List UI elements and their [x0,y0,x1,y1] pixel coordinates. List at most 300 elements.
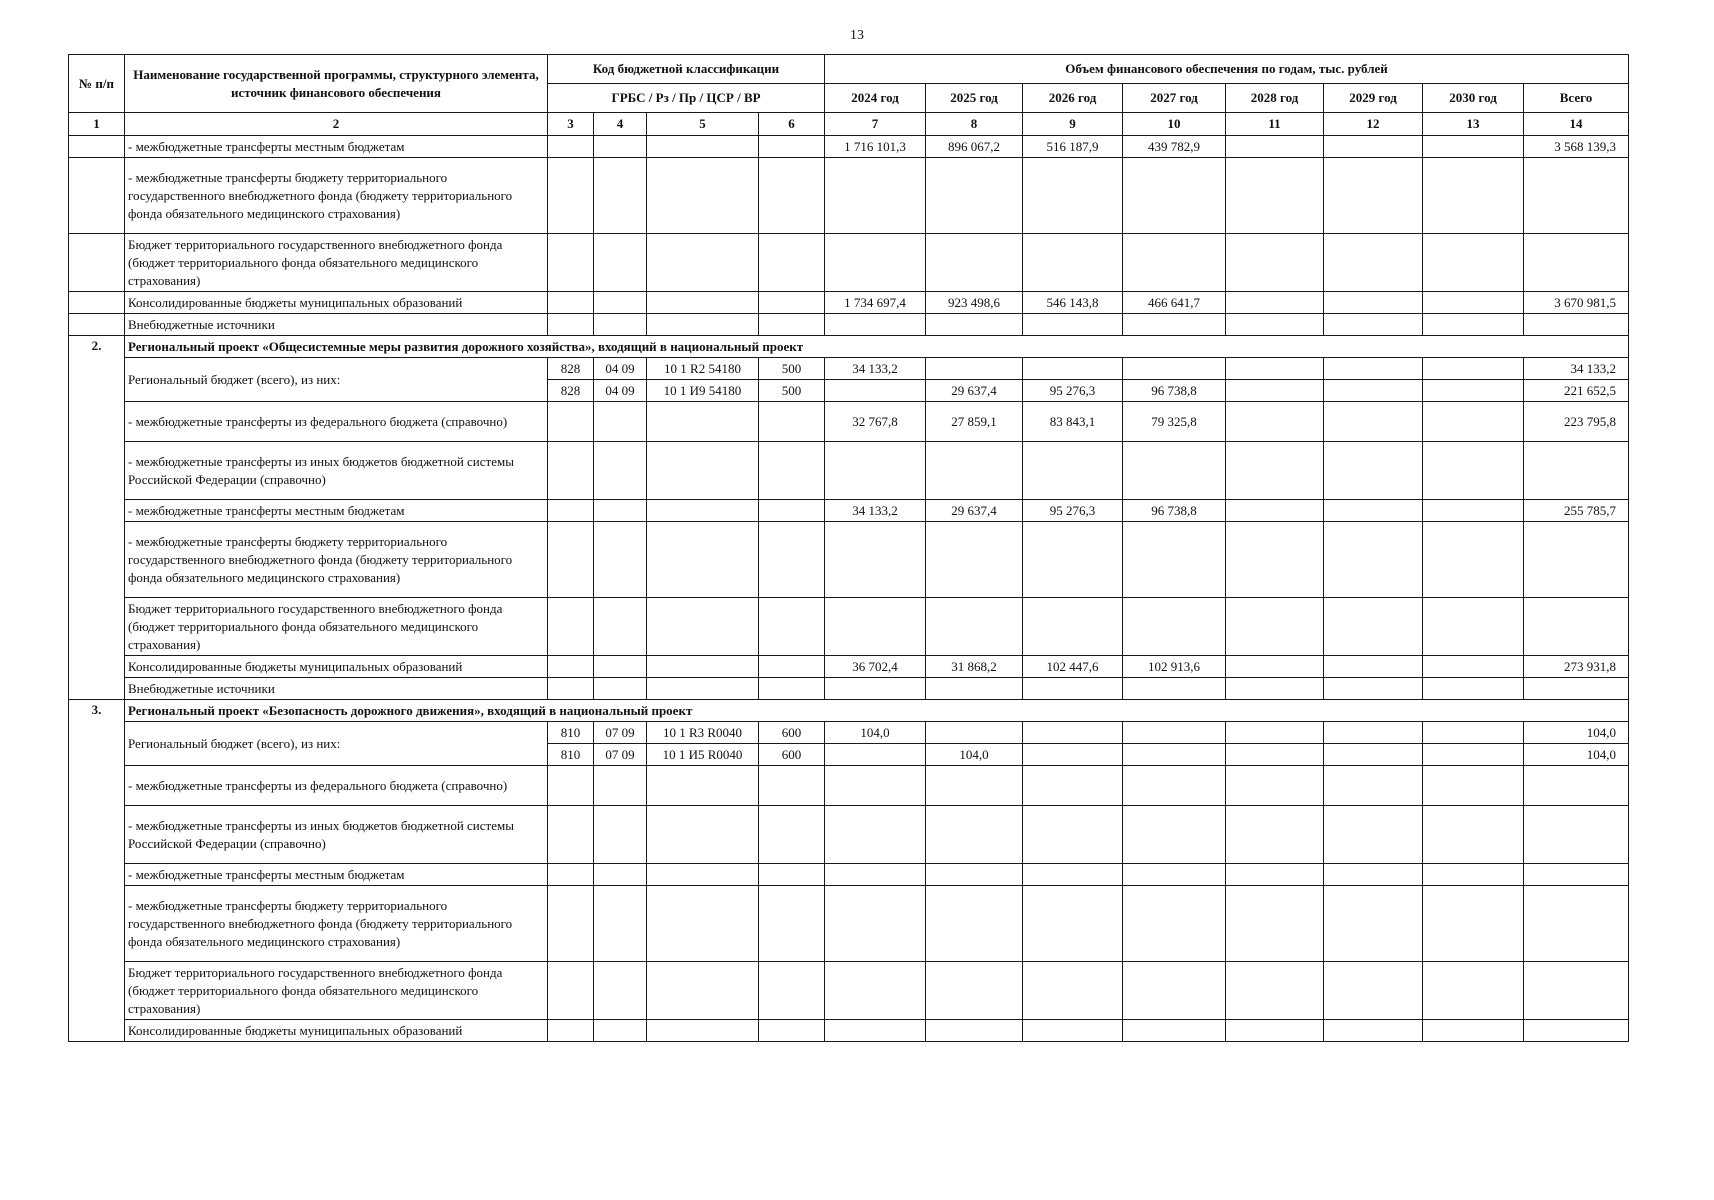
total-cell [1524,766,1629,806]
amount-cell [1226,886,1324,962]
amount-cell: 104,0 [825,722,926,744]
amount-cell [1423,292,1524,314]
vr-cell [759,886,825,962]
amount-cell [1324,380,1423,402]
total-cell: 223 795,8 [1524,402,1629,442]
csr-cell [647,962,759,1020]
row-name-cell: Внебюджетные источники [125,678,548,700]
amount-cell [1226,500,1324,522]
amount-cell [1123,1020,1226,1042]
rz-pr-cell [594,158,647,234]
vr-cell [759,962,825,1020]
vr-cell [759,656,825,678]
total-cell [1524,678,1629,700]
row-number-cell [69,136,125,158]
vr-cell [759,1020,825,1042]
amount-cell [1324,656,1423,678]
column-number: 9 [1023,113,1123,136]
grbs-cell [548,136,594,158]
grbs-cell [548,522,594,598]
rz-pr-cell [594,402,647,442]
grbs-cell [548,656,594,678]
amount-cell [1324,402,1423,442]
amount-cell: 29 637,4 [926,500,1023,522]
amount-cell [825,158,926,234]
total-header: Всего [1524,84,1629,113]
amount-cell: 96 738,8 [1123,380,1226,402]
row-number-cell [69,292,125,314]
rz-pr-cell [594,292,647,314]
vr-cell: 500 [759,358,825,380]
amount-cell [1123,158,1226,234]
vr-cell: 600 [759,722,825,744]
column-number: 11 [1226,113,1324,136]
amount-cell [1226,678,1324,700]
amount-cell [1023,234,1123,292]
section-title-row [69,700,1629,722]
amount-cell: 439 782,9 [1123,136,1226,158]
amount-cell [1226,402,1324,442]
amount-cell [1324,234,1423,292]
amount-cell [1423,962,1524,1020]
vr-cell [759,678,825,700]
column-number: 14 [1524,113,1629,136]
year-header: 2027 год [1123,84,1226,113]
vr-cell [759,864,825,886]
row-name-cell: - межбюджетные трансферты из иных бюджетов бюджетной системы Российской Федерации (справочно) [125,806,548,864]
amount-cell [825,766,926,806]
amount-cell: 102 447,6 [1023,656,1123,678]
rz-pr-cell: 07 09 [594,722,647,744]
amount-cell [1226,766,1324,806]
amount-cell [1023,358,1123,380]
amount-cell [1226,864,1324,886]
amount-cell [926,864,1023,886]
amount-cell: 79 325,8 [1123,402,1226,442]
amount-cell [1423,656,1524,678]
amount-cell [926,158,1023,234]
year-header: 2024 год [825,84,926,113]
column-number: 6 [759,113,825,136]
amount-cell [1324,136,1423,158]
table-row [69,402,1629,442]
amount-cell [1423,380,1524,402]
amount-cell [1023,158,1123,234]
amount-cell [1423,806,1524,864]
row-name-cell: Внебюджетные источники [125,314,548,336]
total-cell: 3 568 139,3 [1524,136,1629,158]
amount-cell [1324,886,1423,962]
vr-cell [759,598,825,656]
amount-cell [1324,1020,1423,1042]
vr-cell [759,158,825,234]
table-row [69,136,1629,158]
amount-cell [1423,442,1524,500]
amount-cell [1423,598,1524,656]
amount-cell [1023,678,1123,700]
rz-pr-cell [594,598,647,656]
amount-cell [1226,136,1324,158]
column-number: 4 [594,113,647,136]
rz-pr-cell [594,886,647,962]
amount-cell [1123,442,1226,500]
row-number-cell [69,234,125,292]
amount-cell [926,314,1023,336]
amount-cell [825,678,926,700]
vr-cell: 600 [759,744,825,766]
year-header: 2029 год [1324,84,1423,113]
code-group-header: Код бюджетной классификации [548,55,825,84]
row-name-cell: Бюджет территориального государственного внебюджетного фонда (бюджет территориального фонда обязательного медицинского страхования) [125,598,548,656]
total-cell: 273 931,8 [1524,656,1629,678]
csr-cell [647,522,759,598]
volume-group-header: Объем финансового обеспечения по годам, тыс. рублей [825,55,1629,84]
vr-cell [759,766,825,806]
grbs-cell [548,234,594,292]
grbs-cell [548,158,594,234]
amount-cell [1423,136,1524,158]
amount-cell: 34 133,2 [825,500,926,522]
amount-cell: 29 637,4 [926,380,1023,402]
csr-cell [647,864,759,886]
total-cell [1524,864,1629,886]
rz-pr-cell [594,314,647,336]
amount-cell [1123,722,1226,744]
rz-pr-cell [594,442,647,500]
grbs-cell: 828 [548,358,594,380]
total-cell [1524,158,1629,234]
grbs-cell: 810 [548,744,594,766]
section-title-row [69,336,1629,358]
amount-cell [1123,234,1226,292]
amount-cell [926,678,1023,700]
csr-cell [647,292,759,314]
year-header: 2026 год [1023,84,1123,113]
amount-cell [926,234,1023,292]
regional-budget-row [69,358,1629,380]
row-name-cell: - межбюджетные трансферты из федерального бюджета (справочно) [125,402,548,442]
rz-pr-cell [594,962,647,1020]
row-name-cell: - межбюджетные трансферты местным бюджетам [125,136,548,158]
amount-cell: 95 276,3 [1023,380,1123,402]
total-cell [1524,962,1629,1020]
total-cell [1524,442,1629,500]
amount-cell [1423,522,1524,598]
grbs-cell [548,442,594,500]
amount-cell [1226,442,1324,500]
amount-cell [825,380,926,402]
amount-cell [1324,522,1423,598]
amount-cell [926,766,1023,806]
csr-cell [647,402,759,442]
amount-cell [926,598,1023,656]
amount-cell [825,314,926,336]
total-cell: 221 652,5 [1524,380,1629,402]
total-cell [1524,806,1629,864]
amount-cell: 32 767,8 [825,402,926,442]
rz-pr-cell [594,500,647,522]
amount-cell [1123,864,1226,886]
amount-cell [926,1020,1023,1042]
vr-cell [759,292,825,314]
csr-cell: 10 1 R2 54180 [647,358,759,380]
table-row [69,678,1629,700]
amount-cell [1423,1020,1524,1042]
amount-cell [1226,158,1324,234]
regional-budget-label: Региональный бюджет (всего), из них: [125,358,548,402]
amount-cell [825,744,926,766]
amount-cell [1423,358,1524,380]
rz-pr-cell [594,1020,647,1042]
year-header: 2025 год [926,84,1023,113]
column-number: 7 [825,113,926,136]
page-number: 13 [850,28,864,43]
amount-cell [1324,442,1423,500]
column-number: 13 [1423,113,1524,136]
amount-cell [1123,886,1226,962]
amount-cell [1423,500,1524,522]
amount-cell: 83 843,1 [1023,402,1123,442]
vr-cell [759,522,825,598]
amount-cell [1324,864,1423,886]
table-row [69,656,1629,678]
amount-cell [1023,766,1123,806]
column-number: 10 [1123,113,1226,136]
table-row [69,292,1629,314]
rz-pr-cell [594,234,647,292]
csr-cell [647,656,759,678]
csr-cell [647,314,759,336]
row-number-cell [69,158,125,234]
section-title: Региональный проект «Безопасность дорожного движения», входящий в национальный проект [125,700,1629,722]
amount-cell [1023,522,1123,598]
table-row [69,500,1629,522]
amount-cell [1226,656,1324,678]
table-row [69,598,1629,656]
csr-cell [647,442,759,500]
amount-cell [1423,766,1524,806]
amount-cell: 1 716 101,3 [825,136,926,158]
total-cell: 104,0 [1524,744,1629,766]
amount-cell [1123,598,1226,656]
grbs-cell: 810 [548,722,594,744]
row-name-cell: - межбюджетные трансферты бюджету территориального государственного внебюджетного фонда (бюджету территориального фонда обязательного медицинского страхования) [125,522,548,598]
vr-cell [759,442,825,500]
amount-cell [1324,678,1423,700]
amount-cell: 546 143,8 [1023,292,1123,314]
grbs-cell [548,678,594,700]
table-row [69,806,1629,864]
amount-cell [825,442,926,500]
grbs-cell [548,864,594,886]
grbs-cell [548,962,594,1020]
vr-cell [759,806,825,864]
amount-cell: 31 868,2 [926,656,1023,678]
row-name-cell: - межбюджетные трансферты бюджету территориального государственного внебюджетного фонда (бюджету территориального фонда обязательного медицинского страхования) [125,886,548,962]
amount-cell [1226,598,1324,656]
amount-cell [1226,292,1324,314]
csr-cell [647,886,759,962]
amount-cell: 34 133,2 [825,358,926,380]
grbs-cell [548,806,594,864]
amount-cell [1226,234,1324,292]
regional-budget-label: Региональный бюджет (всего), из них: [125,722,548,766]
row-name-cell: Консолидированные бюджеты муниципальных образований [125,1020,548,1042]
grbs-cell [548,402,594,442]
amount-cell [825,886,926,962]
total-cell [1524,598,1629,656]
budget-table-sheet [68,54,1629,1042]
rz-pr-cell [594,766,647,806]
vr-cell: 500 [759,380,825,402]
amount-cell [1324,500,1423,522]
rz-pr-cell: 04 09 [594,358,647,380]
amount-cell: 36 702,4 [825,656,926,678]
amount-cell [1324,722,1423,744]
amount-cell [1423,722,1524,744]
amount-cell [1023,598,1123,656]
column-number-row [69,113,1629,136]
amount-cell: 104,0 [926,744,1023,766]
table-row [69,158,1629,234]
grbs-cell [548,500,594,522]
row-name-cell: - межбюджетные трансферты из иных бюджетов бюджетной системы Российской Федерации (справочно) [125,442,548,500]
amount-cell [926,358,1023,380]
section-number: 2. [69,336,125,700]
amount-cell: 27 859,1 [926,402,1023,442]
amount-cell [1423,402,1524,442]
amount-cell [1123,766,1226,806]
rz-pr-cell [594,864,647,886]
vr-cell [759,500,825,522]
row-name-cell: - межбюджетные трансферты местным бюджетам [125,500,548,522]
csr-cell: 10 1 И9 54180 [647,380,759,402]
row-name-cell: - межбюджетные трансферты местным бюджетам [125,864,548,886]
regional-budget-row [69,722,1629,744]
csr-cell [647,1020,759,1042]
csr-cell [647,766,759,806]
amount-cell [1023,722,1123,744]
grbs-cell [548,1020,594,1042]
amount-cell [1123,314,1226,336]
rz-pr-cell [594,806,647,864]
amount-cell [1123,744,1226,766]
table-row [69,766,1629,806]
amount-cell [1023,864,1123,886]
total-cell: 34 133,2 [1524,358,1629,380]
amount-cell [825,1020,926,1042]
section-number: 3. [69,700,125,1042]
header-row-1 [69,55,1629,84]
row-name-cell: Бюджет территориального государственного внебюджетного фонда (бюджет территориального фонда обязательного медицинского страхования) [125,962,548,1020]
csr-cell [647,158,759,234]
amount-cell [1023,442,1123,500]
amount-cell [1324,358,1423,380]
rz-pr-cell [594,136,647,158]
amount-cell [1226,962,1324,1020]
grbs-cell [548,886,594,962]
table-row [69,234,1629,292]
amount-cell [926,806,1023,864]
amount-cell [926,886,1023,962]
csr-cell [647,136,759,158]
amount-cell [825,962,926,1020]
amount-cell [1324,314,1423,336]
year-header: 2028 год [1226,84,1324,113]
amount-cell [1226,744,1324,766]
amount-cell [825,234,926,292]
total-cell: 104,0 [1524,722,1629,744]
table-row [69,442,1629,500]
amount-cell [1423,158,1524,234]
amount-cell [1423,864,1524,886]
csr-cell [647,598,759,656]
column-number: 5 [647,113,759,136]
table-row [69,864,1629,886]
grbs-cell [548,598,594,656]
csr-cell [647,234,759,292]
amount-cell [1023,314,1123,336]
column-number: 8 [926,113,1023,136]
vr-cell [759,136,825,158]
amount-cell: 102 913,6 [1123,656,1226,678]
amount-cell [1423,678,1524,700]
amount-cell [825,806,926,864]
amount-cell [926,522,1023,598]
total-cell [1524,1020,1629,1042]
table-row [69,314,1629,336]
amount-cell: 516 187,9 [1023,136,1123,158]
amount-cell [1123,678,1226,700]
total-cell [1524,314,1629,336]
grbs-cell [548,314,594,336]
row-name-cell: Консолидированные бюджеты муниципальных образований [125,656,548,678]
amount-cell [1226,358,1324,380]
amount-cell [1324,962,1423,1020]
table-row [69,1020,1629,1042]
amount-cell [926,962,1023,1020]
total-cell [1524,234,1629,292]
row-name-cell: - межбюджетные трансферты бюджету территориального государственного внебюджетного фонда (бюджету территориального фонда обязательного медицинского страхования) [125,158,548,234]
amount-cell [1226,522,1324,598]
grbs-cell: 828 [548,380,594,402]
row-name-cell: - межбюджетные трансферты из федерального бюджета (справочно) [125,766,548,806]
amount-cell: 466 641,7 [1123,292,1226,314]
year-header: 2030 год [1423,84,1524,113]
amount-cell [825,598,926,656]
amount-cell [1324,744,1423,766]
table-row [69,962,1629,1020]
amount-cell [1226,314,1324,336]
csr-cell: 10 1 R3 R0040 [647,722,759,744]
row-number-cell [69,314,125,336]
rz-pr-cell [594,678,647,700]
amount-cell [926,722,1023,744]
amount-cell: 95 276,3 [1023,500,1123,522]
amount-cell [1226,1020,1324,1042]
table-row [69,522,1629,598]
amount-cell [825,864,926,886]
vr-cell [759,402,825,442]
amount-cell [1226,722,1324,744]
column-number: 12 [1324,113,1423,136]
amount-cell [1023,1020,1123,1042]
amount-cell [1324,806,1423,864]
amount-cell [1123,522,1226,598]
amount-cell: 923 498,6 [926,292,1023,314]
amount-cell [1324,598,1423,656]
total-cell: 3 670 981,5 [1524,292,1629,314]
